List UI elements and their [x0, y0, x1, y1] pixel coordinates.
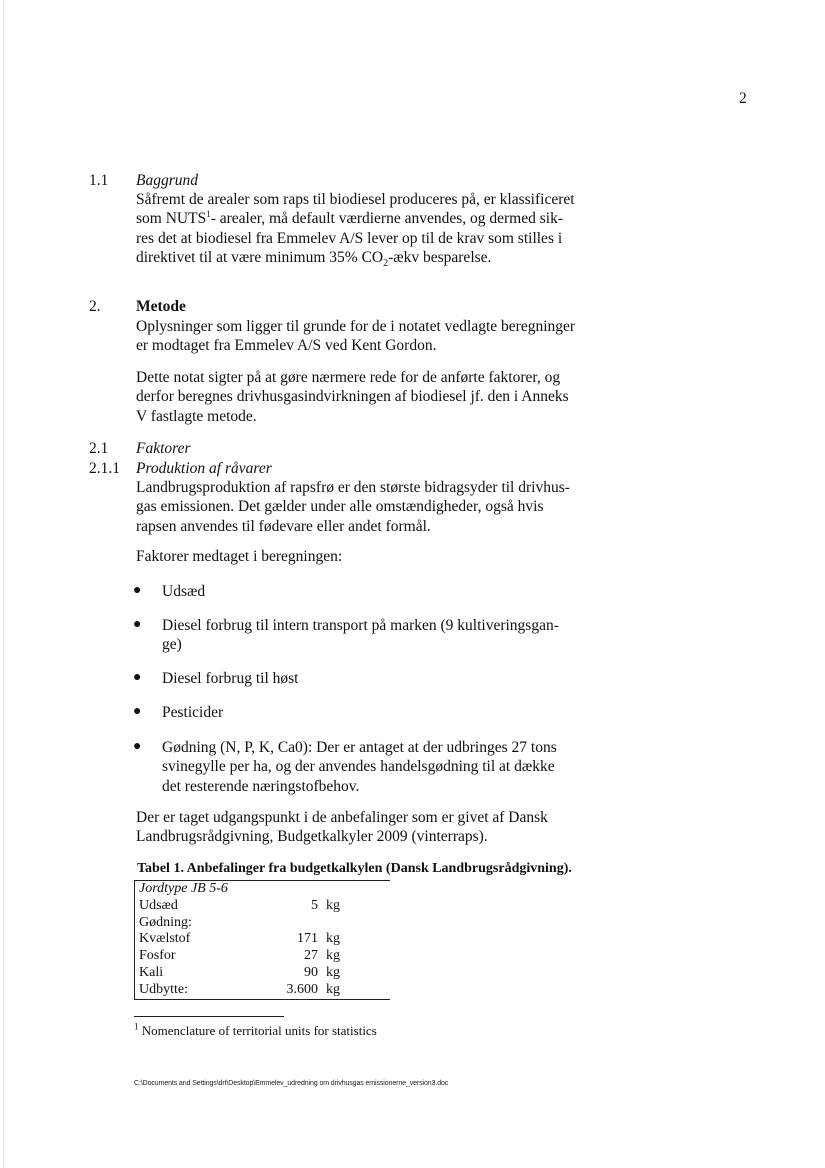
scan-edge	[3, 0, 4, 1168]
baggrund-line-4: direktivet til at være minimum 35% $CO_2$-ækv besparelse.	[136, 249, 492, 270]
table-cell-label: Kali	[139, 964, 164, 980]
table-cell-label: Kvælstof	[139, 931, 191, 947]
table-cell-value	[259, 915, 322, 932]
table-cell-unit: kg	[326, 981, 340, 997]
factor-item: Gødning (N, P, K, Ca0): Der er antaget at der udbringes 27 tons svinegylle per ha, og der anvendes handelsgødning til at dække det resterende næringstofbehov.	[162, 739, 557, 795]
section-title-faktorer: Faktorer	[136, 440, 191, 457]
table-cell-label: Udbytte:	[139, 981, 188, 997]
bullet-marker: ●	[133, 739, 142, 754]
bullet-marker: ●	[133, 704, 142, 719]
section-number-2-1: 2.1	[89, 440, 109, 457]
footnote-ref: 1	[206, 209, 211, 220]
footnote-mark: 1	[134, 1021, 139, 1032]
baggrund-line-2: som NUTS$^1$- arealer, må default værdierne anvendes, og dermed sik-	[136, 209, 563, 228]
section-title-baggrund: Baggrund	[136, 172, 198, 189]
factor-item: Diesel forbrug til intern transport på marken (9 kultiveringsgan-ge)	[162, 617, 559, 654]
section-number-2: 2.	[89, 298, 101, 315]
table-cell-label: Fosfor	[139, 948, 176, 964]
section-title-produktion: Produktion af råvarer	[136, 460, 272, 477]
anbefalinger-table	[134, 880, 390, 1000]
table-cell-unit: kg	[326, 948, 340, 964]
table-cell-value: 171	[297, 931, 318, 947]
table-header-soil-type: Jordtype JB 5-6	[139, 881, 228, 896]
bullet-marker: ●	[133, 583, 142, 598]
section-title-metode: Metode	[136, 298, 186, 315]
baggrund-paragraph	[136, 190, 576, 268]
factor-item: Diesel forbrug til høst	[162, 670, 299, 687]
bullet-marker: ●	[133, 670, 142, 685]
table-cell-value: 3.600	[286, 981, 318, 997]
section-number-1-1: 1.1	[89, 172, 109, 189]
footnote-separator	[134, 1016, 284, 1017]
table-row	[135, 965, 391, 982]
table-row	[135, 948, 391, 965]
table-cell-unit: kg	[326, 931, 340, 947]
table-cell-label: Gødning:	[139, 914, 192, 930]
page-number: 2	[739, 90, 747, 107]
table-cell-value: 90	[304, 964, 318, 980]
metode-paragraph-2: Dette notat sigter på at gøre nærmere rede for de anførte faktorer, og derfor beregnes drivhusgasindvirkningen af biodiesel jf. den i Anneks V fastlagte metode.	[136, 369, 569, 425]
table-row	[135, 982, 391, 999]
table-cell-unit	[322, 915, 390, 932]
table-row	[135, 931, 391, 948]
footnote-text: Nomenclature of territorial units for statistics	[138, 1023, 377, 1038]
table-caption: Tabel 1. Anbefalinger fra budgetkalkylen (Dansk Landbrugsrådgivning).	[137, 861, 572, 876]
factor-item: Udsæd	[162, 583, 206, 600]
table-row	[135, 898, 391, 915]
section-number-2-1-1: 2.1.1	[89, 460, 120, 477]
produktion-paragraph-1: Landbrugsproduktion af rapsfrø er den største bidragsyder til drivhus-gas emissionen. Det gælder under alle omstændigheder, også hvis rapsen anvendes til fødevare eller andet formål.	[136, 479, 570, 535]
table-cell-unit: kg	[326, 897, 340, 913]
table-cell-value: 27	[304, 948, 318, 964]
footnote	[134, 1023, 377, 1039]
baggrund-line-1: Såfremt de arealer som raps til biodiesel produceres på, er klassificeret	[136, 191, 575, 208]
anbefalinger-paragraph: Der er taget udgangspunkt i de anbefalinger som er givet af Dansk Landbrugsrådgivning, Budgetkalkyler 2009 (vinterraps).	[136, 809, 548, 846]
table-header-row	[135, 881, 391, 898]
table-cell-label: Udsæd	[139, 897, 178, 913]
baggrund-line-3: res det at biodiesel fra Emmelev A/S lever op til de krav som stilles i	[136, 229, 563, 247]
table-cell-unit: kg	[326, 964, 340, 980]
metode-paragraph-1: Oplysninger som ligger til grunde for de i notatet vedlagte beregninger er modtaget fra Emmelev A/S ved Kent Gordon.	[136, 318, 576, 355]
factor-item: Pesticider	[162, 704, 224, 721]
bullet-marker: ●	[133, 617, 142, 632]
document-file-path: C:\Documents and Settings\drt\Desktop\Emmelev_udredning om drivhusgas emissionerne_version3.doc	[134, 1080, 449, 1087]
table-row	[135, 915, 391, 932]
table-cell-value: 5	[311, 897, 318, 913]
faktorer-intro: Faktorer medtaget i beregningen:	[136, 548, 343, 565]
